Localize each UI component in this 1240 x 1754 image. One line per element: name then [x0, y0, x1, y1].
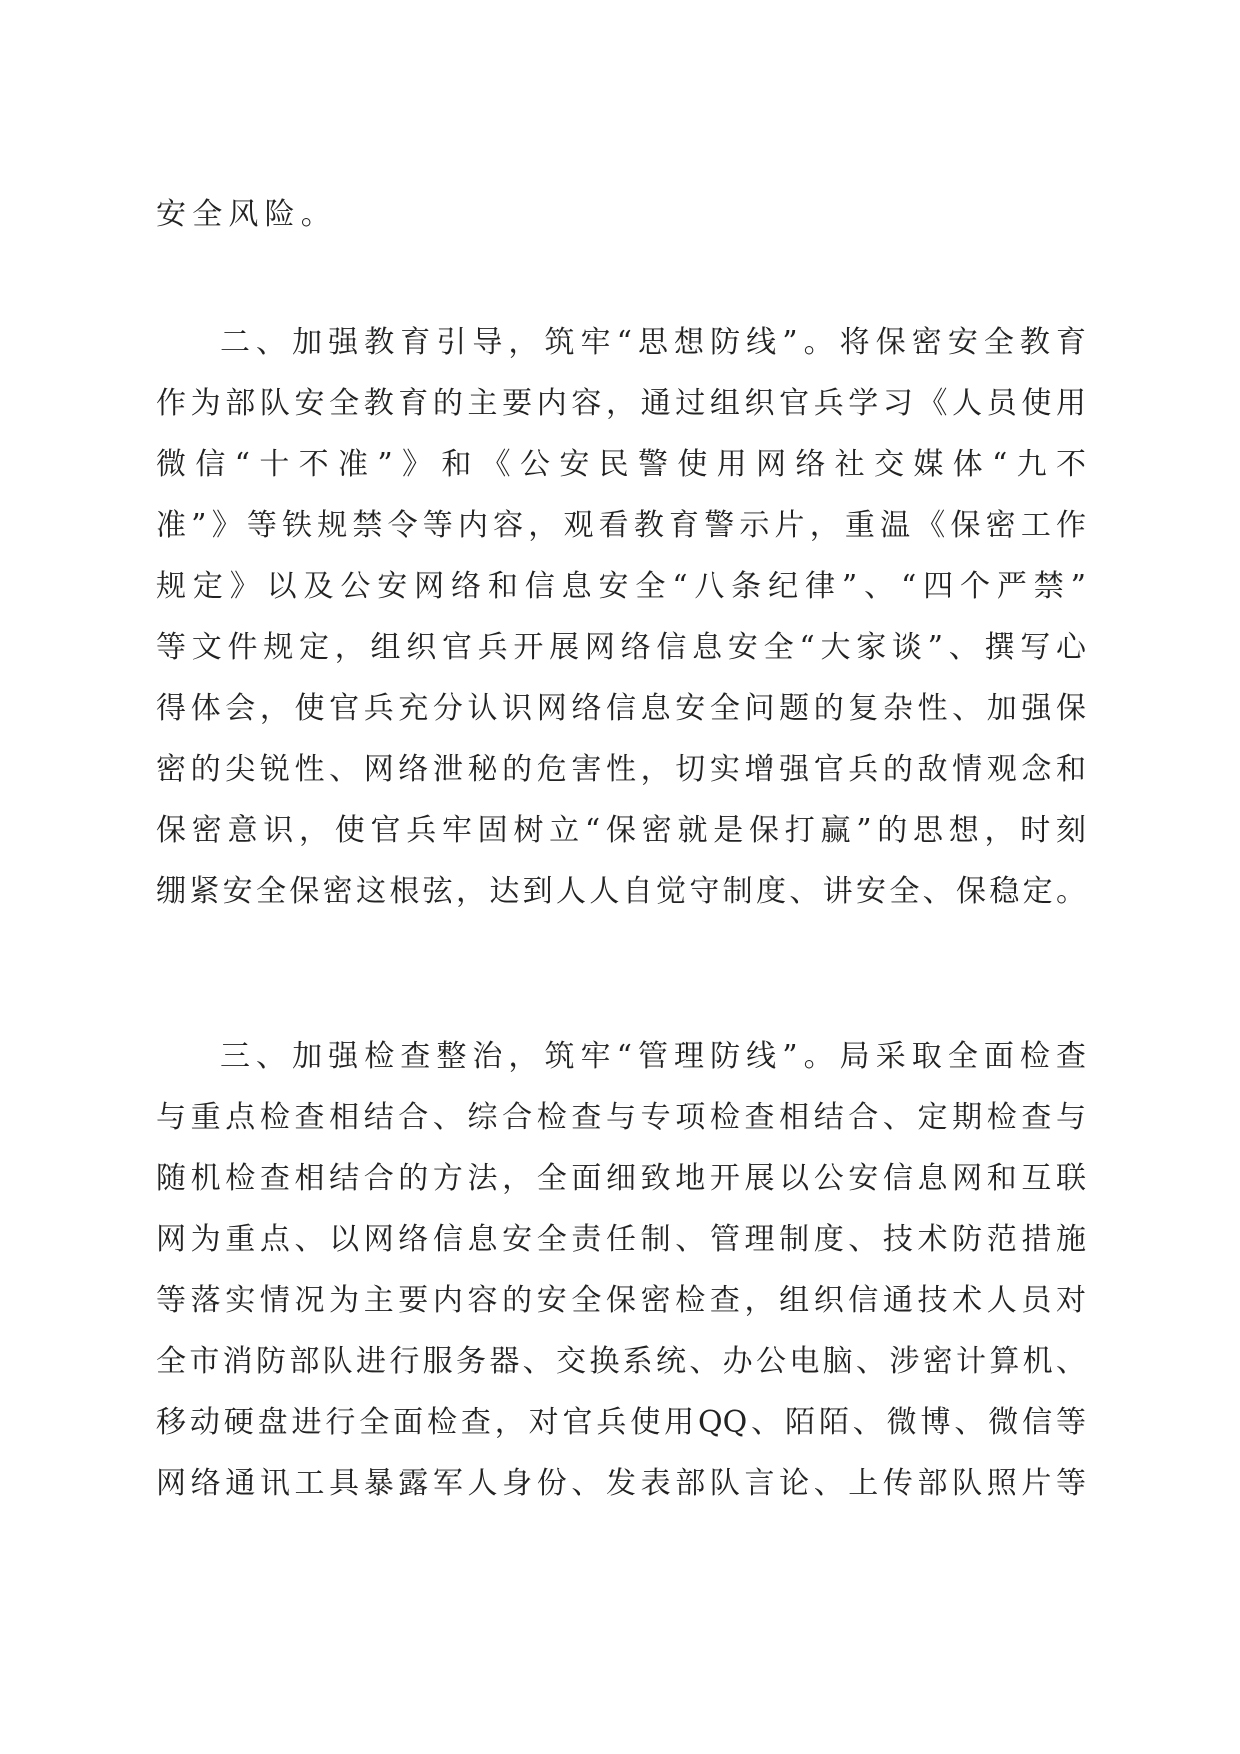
text-line: 网为重点、以网络信息安全责任制、管理制度、技术防范措施 [156, 1222, 1086, 1257]
paragraph-inspection-rectification [156, 1026, 1086, 1514]
text-line: 网络通讯工具暴露军人身份、发表部队言论、上传部队照片等 [156, 1466, 1086, 1501]
text-line: 安全风险。 [156, 197, 337, 232]
text-line: 准”》等铁规禁令等内容，观看教育警示片，重温《保密工作 [156, 508, 1086, 543]
text-line: 保密意识，使官兵牢固树立“保密就是保打赢”的思想，时刻 [156, 813, 1086, 848]
text-line: 密的尖锐性、网络泄秘的危害性，切实增强官兵的敌情观念和 [156, 752, 1086, 787]
text-line: 规定》以及公安网络和信息安全“八条纪律”、“四个严禁” [156, 569, 1086, 604]
paragraph-education-guidance [156, 312, 1086, 922]
text-line: 等落实情况为主要内容的安全保密检查，组织信通技术人员对 [156, 1283, 1086, 1318]
paragraph-first-line: 二、加强教育引导，筑牢“思想防线”。将保密安全教育 [220, 325, 1086, 360]
paragraph-last-line: 绷紧安全保密这根弦，达到人人自觉守制度、讲安全、保稳定。 [156, 874, 1086, 909]
paragraph-first-line: 三、加强检查整治，筑牢“管理防线”。局采取全面检查 [220, 1039, 1086, 1074]
opening-fragment [156, 184, 1086, 245]
text-line: 等文件规定，组织官兵开展网络信息安全“大家谈”、撰写心 [156, 630, 1086, 665]
text-line: 全市消防部队进行服务器、交换系统、办公电脑、涉密计算机、 [156, 1344, 1086, 1379]
text-line: 移动硬盘进行全面检查，对官兵使用QQ、陌陌、微博、微信等 [156, 1405, 1086, 1440]
text-line: 得体会，使官兵充分认识网络信息安全问题的复杂性、加强保 [156, 691, 1086, 726]
text-line: 作为部队安全教育的主要内容，通过组织官兵学习《人员使用 [156, 386, 1086, 421]
text-line: 随机检查相结合的方法，全面细致地开展以公安信息网和互联 [156, 1161, 1086, 1196]
text-line: 与重点检查相结合、综合检查与专项检查相结合、定期检查与 [156, 1100, 1086, 1135]
text-line: 微信“十不准”》和《公安民警使用网络社交媒体“九不 [156, 447, 1086, 482]
